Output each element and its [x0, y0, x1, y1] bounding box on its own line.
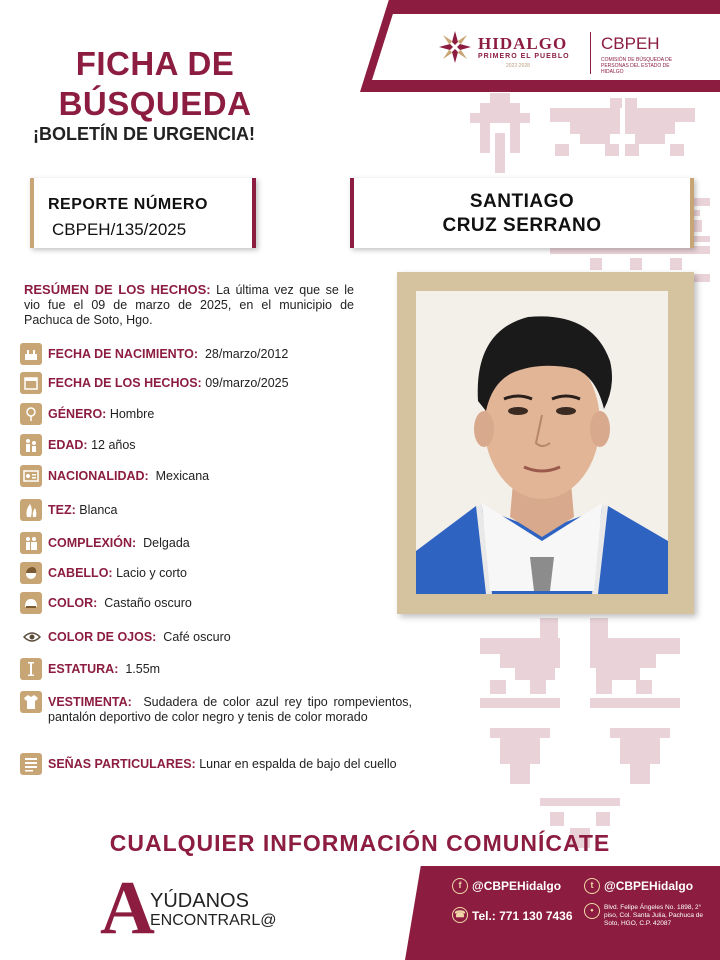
nationality-value: Mexicana: [155, 469, 210, 483]
height-icon: [20, 658, 42, 680]
hair-label: CABELLO:: [48, 566, 113, 580]
title-line-2: BÚSQUEDA: [58, 85, 252, 122]
skin-icon: [20, 499, 42, 521]
calendar-icon: [20, 372, 42, 394]
logo-tagline: PRIMERO EL PUEBLO: [478, 53, 570, 60]
facebook-handle[interactable]: @CBPEHidalgo: [472, 879, 562, 893]
height-value: 1.55m: [125, 662, 161, 676]
id-card-icon: [20, 465, 42, 487]
title-line-1: FICHA DE: [75, 45, 235, 82]
person-name-box: [350, 178, 694, 248]
event-date-label: FECHA DE LOS HECHOS:: [48, 376, 202, 390]
person-first-name: SANTIAGO: [469, 191, 575, 212]
age-label: EDAD:: [48, 438, 88, 452]
birthdate-value: 28/marzo/2012: [204, 347, 289, 361]
event-date-value: 09/marzo/2025: [205, 376, 289, 390]
birthdate-label: FECHA DE NACIMIENTO:: [48, 347, 198, 361]
age-value: 12 años: [91, 438, 136, 452]
campaign-logo-line1: YÚDANOS: [150, 890, 249, 912]
gender-icon: [20, 403, 42, 425]
body-icon: [20, 532, 42, 554]
cake-icon: [20, 343, 42, 365]
photo-frame: [397, 272, 694, 614]
clothing-label: VESTIMENTA:: [48, 695, 132, 709]
marks-value: Lunar en espalda de bajo del cuello: [199, 757, 397, 771]
report-number: CBPEH/135/2025: [52, 220, 187, 239]
build-value: Delgada: [143, 536, 190, 550]
hair-value: Lacio y corto: [116, 566, 187, 580]
phone-icon: ☎: [452, 907, 468, 923]
person-photo: [416, 291, 668, 594]
campaign-logo-line2: ENCONTRARL@: [150, 912, 277, 929]
person-portrait-illustration: [416, 291, 668, 594]
summary-text: La última vez que se le vio fue el 09 de marzo de 2025, en el municipio de Pachuca de Soto, Hgo.: [24, 283, 354, 327]
gender-value: Hombre: [109, 407, 155, 421]
location-pin-icon: •: [584, 903, 600, 919]
summary-section: [24, 282, 354, 328]
shirt-icon: [20, 691, 42, 713]
cbpeh-logo-text: CBPEH: [601, 34, 660, 53]
build-label: COMPLEXIÓN:: [48, 536, 137, 550]
poster-title: [30, 44, 280, 124]
height-label: ESTATURA:: [48, 662, 119, 676]
hidalgo-flower-logo-icon: [438, 30, 472, 64]
hair-color-label: COLOR:: [48, 596, 98, 610]
facebook-icon: f: [452, 878, 468, 894]
marks-label: SEÑAS PARTICULARES:: [48, 757, 196, 771]
gender-label: GÉNERO:: [48, 407, 107, 421]
nationality-label: NACIONALIDAD:: [48, 469, 149, 483]
hair-color-icon: [20, 592, 42, 614]
skin-value: Blanca: [79, 503, 118, 517]
logo-years: 2022-2028: [506, 63, 530, 69]
report-number-box: [30, 178, 256, 248]
skin-label: TEZ:: [48, 503, 76, 517]
call-to-action: CUALQUIER INFORMACIÓN COMUNÍCATE: [109, 830, 611, 856]
hair-color-value: Castaño oscuro: [104, 596, 192, 610]
phone-number[interactable]: Tel.: 771 130 7436: [472, 909, 573, 923]
clothing-value: Sudadera de color azul rey tipo rompevientos, pantalón deportivo de color negro y tenis de color morado: [48, 695, 412, 724]
twitter-handle[interactable]: @CBPEHidalgo: [604, 879, 694, 893]
logo-hidalgo-text: HIDALGO: [478, 34, 568, 53]
hair-icon: [20, 562, 42, 584]
report-label: REPORTE NÚMERO: [48, 196, 208, 213]
cbpeh-full-name: COMISIÓN DE BÚSQUEDA DE PERSONAS DEL ESTADO DE HIDALGO: [601, 57, 673, 75]
twitter-icon: t: [584, 878, 600, 894]
logo-divider: [590, 32, 591, 74]
person-last-name: CRUZ SERRANO: [442, 215, 602, 236]
marks-icon: [20, 753, 42, 775]
eye-icon: [20, 626, 42, 648]
eye-color-value: Café oscuro: [163, 630, 231, 644]
eye-color-label: COLOR DE OJOS:: [48, 630, 157, 644]
summary-label: RESÚMEN DE LOS HECHOS:: [24, 282, 211, 297]
poster-subtitle: ¡BOLETÍN DE URGENCIA!: [33, 124, 255, 144]
campaign-logo-letter: A: [100, 866, 155, 950]
age-icon: [20, 434, 42, 456]
address-text: Blvd. Felipe Ángeles No. 1898, 2° piso, Col. Santa Julia, Pachuca de Soto, HGO, C.P. 42087: [604, 904, 704, 927]
